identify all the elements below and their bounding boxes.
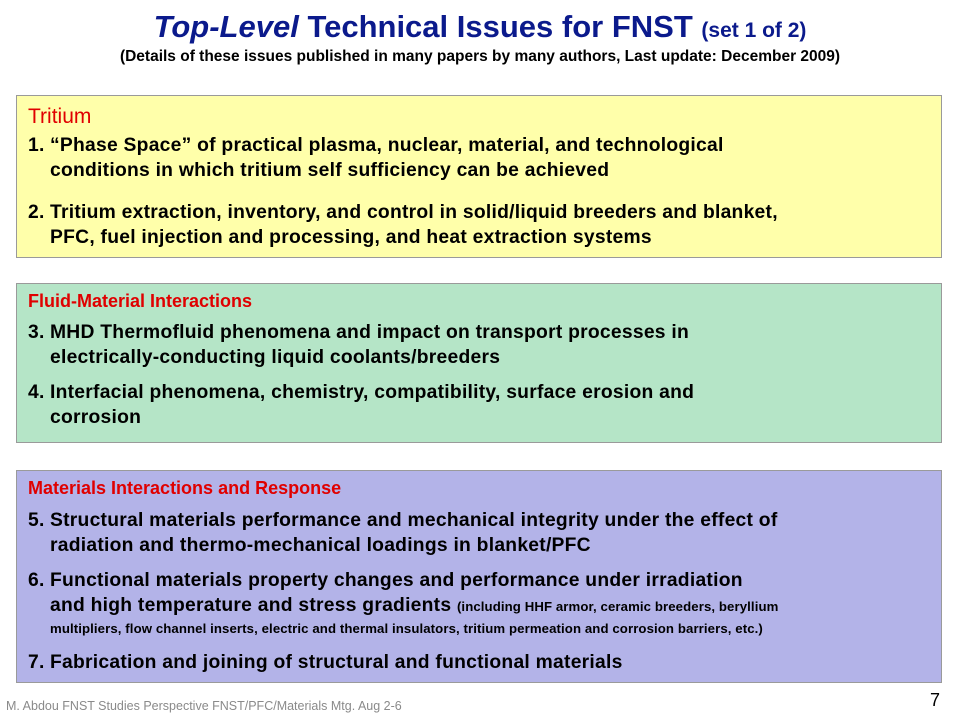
fluid-material-heading: Fluid-Material Interactions bbox=[28, 291, 253, 311]
slide-subtitle: (Details of these issues published in many papers by many authors, Last update: December 2009) bbox=[119, 48, 841, 65]
issue-line: Structural materials performance and mechanical integrity under the effect of bbox=[50, 510, 778, 531]
issue-item-5 bbox=[28, 508, 937, 558]
issue-item-6 bbox=[28, 568, 937, 639]
tritium-box bbox=[16, 95, 942, 258]
issue-line: MHD Thermofluid phenomena and impact on transport processes in bbox=[50, 322, 690, 343]
issue-number: 2. bbox=[28, 202, 45, 223]
issue-line: Fabrication and joining of structural and functional materials bbox=[50, 652, 623, 673]
issue-line: electrically-conducting liquid coolants/breeders bbox=[50, 347, 501, 368]
tritium-heading: Tritium bbox=[28, 105, 92, 128]
issue-line: Functional materials property changes and performance under irradiation bbox=[50, 570, 743, 591]
issue-line: conditions in which tritium self sufficiency can be achieved bbox=[50, 160, 610, 181]
title-suffix: (set 1 of 2) bbox=[701, 19, 807, 42]
issue-number: 7. bbox=[28, 652, 45, 673]
issue-item-7 bbox=[28, 650, 937, 675]
issue-line: PFC, fuel injection and processing, and heat extraction systems bbox=[50, 227, 652, 248]
issue-line: Tritium extraction, inventory, and control in solid/liquid breeders and blanket, bbox=[50, 202, 778, 223]
issue-line: corrosion bbox=[50, 407, 142, 428]
issue-number: 3. bbox=[28, 322, 45, 343]
materials-heading: Materials Interactions and Response bbox=[28, 478, 342, 498]
issue-item-2 bbox=[28, 200, 937, 250]
issue-note: (including HHF armor, ceramic breeders, beryllium bbox=[456, 599, 779, 614]
fluid-material-box bbox=[16, 283, 942, 443]
issue-item-1 bbox=[28, 133, 937, 183]
title-italic: Top-Level bbox=[153, 9, 299, 44]
issue-line-with-note bbox=[28, 593, 937, 619]
page-number: 7 bbox=[930, 690, 941, 710]
issue-note-continued: multipliers, flow channel inserts, electric and thermal insulators, tritium permeation and corrosion barriers, etc.) bbox=[50, 621, 763, 636]
materials-box bbox=[16, 470, 942, 683]
issue-item-4 bbox=[28, 380, 937, 430]
footer-text: M. Abdou FNST Studies Perspective FNST/PFC/Materials Mtg. Aug 2-6 bbox=[6, 699, 402, 713]
slide-title bbox=[0, 10, 960, 48]
issue-number: 4. bbox=[28, 382, 45, 403]
issue-item-3 bbox=[28, 320, 937, 370]
issue-line: Interfacial phenomena, chemistry, compatibility, surface erosion and bbox=[50, 382, 695, 403]
issue-line: “Phase Space” of practical plasma, nuclear, material, and technological bbox=[50, 135, 724, 156]
issue-line-text: and high temperature and stress gradients bbox=[50, 595, 452, 616]
issue-number: 1. bbox=[28, 135, 45, 156]
issue-line: radiation and thermo-mechanical loadings in blanket/PFC bbox=[50, 535, 591, 556]
issue-number: 6. bbox=[28, 570, 45, 591]
issue-number: 5. bbox=[28, 510, 45, 531]
title-main: Technical Issues for FNST bbox=[307, 9, 693, 44]
